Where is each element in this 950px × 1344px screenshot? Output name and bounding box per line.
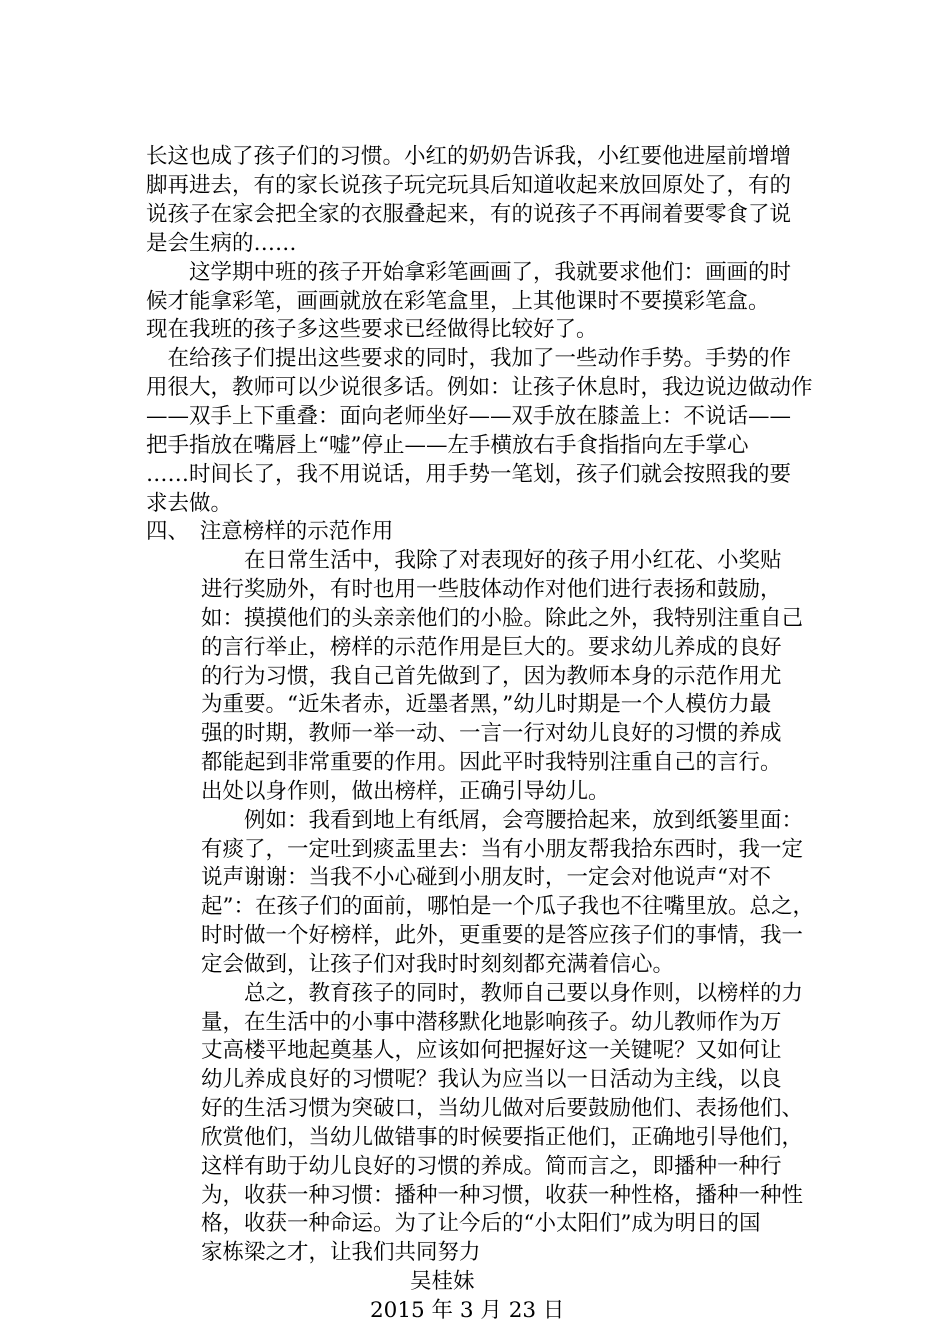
text-line: 脚再进去，有的家长说孩子玩完玩具后知道收起来放回原处了，有的 <box>146 173 792 198</box>
text-line: 丈高楼平地起奠基人，应该如何把握好这一关键呢？又如何让 <box>201 1038 782 1063</box>
text-line: 这学期中班的孩子开始拿彩笔画画了，我就要求他们：画画的时 <box>146 260 792 285</box>
text-line: 欣赏他们，当幼儿做错事的时候要指正他们，正确地引导他们， <box>201 1125 804 1150</box>
text-line: 好的生活习惯为突破口，当幼儿做对后要鼓励他们、表扬他们、 <box>201 1096 804 1121</box>
text-line: 幼儿养成良好的习惯呢？我认为应当以一日活动为主线，以良 <box>201 1067 782 1092</box>
text-line: 总之，教育孩子的同时，教师自己要以身作则，以榜样的力 <box>201 981 804 1006</box>
text-line: ……时间长了，我不用说话，用手势一笔划，孩子们就会按照我的要 <box>146 462 792 487</box>
text-line: 这样有助于幼儿良好的习惯的养成。简而言之，即播种一种行 <box>201 1154 782 1179</box>
text-line: 定会做到，让孩子们对我时时刻刻都充满着信心。 <box>201 952 675 977</box>
text-line: 说孩子在家会把全家的衣服叠起来，有的说孩子不再闹着要零食了说 <box>146 202 792 227</box>
text-line: 用很大，教师可以少说很多话。例如：让孩子休息时，我边说边做动作 <box>146 375 813 400</box>
text-line: 有痰了，一定吐到痰盂里去：当有小朋友帮我拾东西时，我一定 <box>201 837 804 862</box>
signature-date: 2015 年 3 月 23 日 <box>370 1298 565 1323</box>
section-heading: 四、 注意榜样的示范作用 <box>146 519 394 544</box>
text-line: 出处以身作则，做出榜样，正确引导幼儿。 <box>201 779 610 804</box>
text-line: 把手指放在嘴唇上“嘘”停止——左手横放右手食指指向左手掌心 <box>146 433 749 458</box>
text-line: 说声谢谢：当我不小心碰到小朋友时，一定会对他说声“对不 <box>201 865 771 890</box>
text-line: 家栋梁之才，让我们共同努力 <box>201 1240 481 1265</box>
text-line: 为重要。“近朱者赤，近墨者黑，”幼儿时期是一个人模仿力最 <box>201 692 772 717</box>
text-line: 起”：在孩子们的面前，哪怕是一个瓜子我也不往嘴里放。总之， <box>201 894 814 919</box>
text-line: 量，在生活中的小事中潜移默化地影响孩子。幼儿教师作为万 <box>201 1010 782 1035</box>
text-line: 如：摸摸他们的头亲亲他们的小脸。除此之外，我特别注重自己 <box>201 606 804 631</box>
text-line: 的行为习惯，我自己首先做到了，因为教师本身的示范作用尤 <box>201 664 782 689</box>
text-line: 例如：我看到地上有纸屑，会弯腰拾起来，放到纸篓里面： <box>201 808 804 833</box>
text-line: 现在我班的孩子多这些要求已经做得比较好了。 <box>146 317 598 342</box>
text-line: 强的时期，教师一举一动、一言一行对幼儿良好的习惯的养成 <box>201 721 782 746</box>
text-line: 是会生病的…… <box>146 231 297 256</box>
text-line: ——双手上下重叠：面向老师坐好——双手放在膝盖上：不说话—— <box>146 404 792 429</box>
text-line: 时时做一个好榜样，此外，更重要的是答应孩子们的事情，我一 <box>201 923 804 948</box>
text-line: 长这也成了孩子们的习惯。小红的奶奶告诉我，小红要他进屋前增增 <box>146 144 792 169</box>
text-line: 在给孩子们提出这些要求的同时，我加了一些动作手势。手势的作 <box>146 346 792 371</box>
author-signature: 吴桂妹 <box>410 1269 475 1294</box>
text-line: 进行奖励外，有时也用一些肢体动作对他们进行表扬和鼓励， <box>201 577 782 602</box>
text-line: 候才能拿彩笔，画画就放在彩笔盒里，上其他课时不要摸彩笔盒。 <box>146 289 770 314</box>
text-line: 格，收获一种命运。为了让今后的“小太阳们”成为明日的国 <box>201 1211 761 1236</box>
text-line: 求去做。 <box>146 491 233 516</box>
text-line: 在日常生活中，我除了对表现好的孩子用小红花、小奖贴 <box>201 548 782 573</box>
text-line: 的言行举止，榜样的示范作用是巨大的。要求幼儿养成的良好 <box>201 635 782 660</box>
text-line: 都能起到非常重要的作用。因此平时我特别注重自己的言行。 <box>201 750 782 775</box>
text-line: 为，收获一种习惯：播种一种习惯，收获一种性格，播种一种性 <box>201 1183 804 1208</box>
